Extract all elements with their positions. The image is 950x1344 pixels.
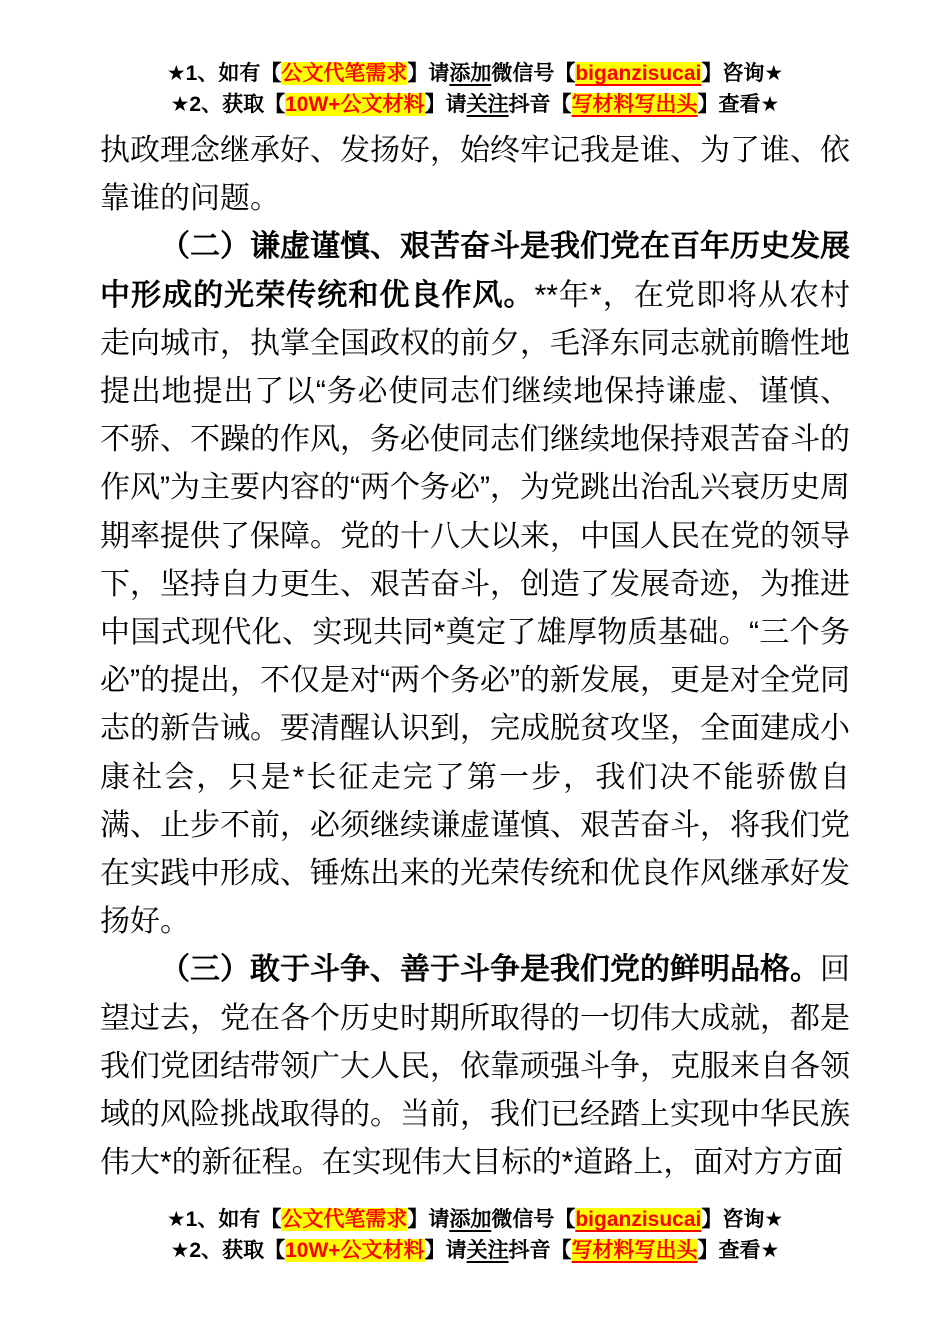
promo-text-wechat-label: 微信号【 [491, 1208, 576, 1232]
add-action-text: 添加 [449, 1208, 492, 1232]
promo-text-prefix: ★1、如有【 [166, 62, 282, 85]
paragraph-text: **年*，在党即将从农村走向城市，执掌全国政权的前夕，毛泽东同志就前瞻性地提出地提出了以“务必使同志们继续地保持谦虚、谨慎、不骄、不躁的作风，务必使同志们继续地保持艰苦奋斗的作风”为主要内容的“两个务必”，为党跳出治乱兴衰历史周期率提供了保障。党的十八大以来，中国人民在党的领导下，坚持自力更生、艰苦奋斗，创造了发展奇迹，为推进中国式现代化、实现共同*奠定了雄厚物质基础。“三个务必”的提出，不仅是对“两个务必”的新发展，更是对全党同志的新告诫。要清醒认识到，完成脱贫攻坚，全面建成小康社会，只是*长征走完了第一步，我们决不能骄傲自满、止步不前，必须继续谦虚谨慎、艰苦奋斗，将我们党在实践中形成、锤炼出来的光荣传统和优良作风继承好发扬好。 [100, 278, 851, 939]
promo-text-prefix: ★1、如有【 [166, 1208, 282, 1232]
promo-text-suffix: 】咨询★ [701, 62, 784, 85]
promo-text-wechat-label: 微信号【 [491, 62, 576, 85]
promo-line-1 [100, 1204, 850, 1235]
highlighted-material-term: 10W+公文材料 [285, 1239, 425, 1263]
paragraph-text: 执政理念继承好、发扬好，始终牢记我是谁、为了谁、依靠谁的问题。 [100, 134, 850, 216]
section-3-heading: （三）敢于斗争、善于斗争是我们党的鲜明品格。 [160, 953, 820, 987]
promo-text-mid: 】请 [407, 62, 450, 85]
promo-line-2 [100, 1235, 850, 1266]
promo-text-mid: 】请 [424, 93, 467, 116]
douyin-handle: 写材料写出头 [571, 93, 698, 116]
promo-text-mid: 】请 [424, 1239, 467, 1263]
promo-text-prefix: ★2、获取【 [170, 93, 286, 116]
add-action-text: 添加 [449, 62, 492, 85]
follow-action-text: 关注 [466, 1239, 509, 1263]
highlighted-material-term: 10W+公文材料 [285, 93, 425, 116]
section-2-heading: （二）谦虚谨慎、艰苦奋斗是我们党在百年历史发展中形成的光荣传统和优良作风。 [100, 230, 850, 312]
follow-action-text: 关注 [466, 93, 509, 116]
douyin-handle: 写材料写出头 [571, 1239, 698, 1263]
wechat-id: biganzisucai [575, 1208, 702, 1232]
promo-text-suffix: 】咨询★ [701, 1208, 784, 1232]
paragraph-section-3 [100, 946, 850, 1187]
wechat-id: biganzisucai [575, 62, 702, 85]
promo-banner-bottom [100, 1204, 850, 1266]
promo-text-douyin-label: 抖音【 [508, 1239, 572, 1263]
promo-banner-top [100, 58, 850, 120]
promo-text-prefix: ★2、获取【 [170, 1239, 286, 1263]
promo-line-2 [100, 89, 850, 120]
paragraph-section-2 [100, 223, 850, 946]
promo-text-mid: 】请 [407, 1208, 450, 1232]
paragraph-text: 回望过去，党在各个历史时期所取得的一切伟大成就，都是我们党团结带领广大人民，依靠顽强斗争，克服来自各领域的风险挑战取得的。当前，我们已经踏上实现中华民族伟大*的新征程。在实现伟大目标的*道路上，面对方方面 [100, 953, 850, 1180]
promo-text-douyin-label: 抖音【 [508, 93, 572, 116]
promo-line-1 [100, 58, 850, 89]
promo-text-suffix: 】查看★ [697, 93, 780, 116]
document-body [100, 127, 850, 1187]
highlighted-service-term: 公文代笔需求 [281, 62, 408, 85]
promo-text-suffix: 】查看★ [697, 1239, 780, 1263]
highlighted-service-term: 公文代笔需求 [281, 1208, 408, 1232]
paragraph-continuation [100, 127, 850, 223]
